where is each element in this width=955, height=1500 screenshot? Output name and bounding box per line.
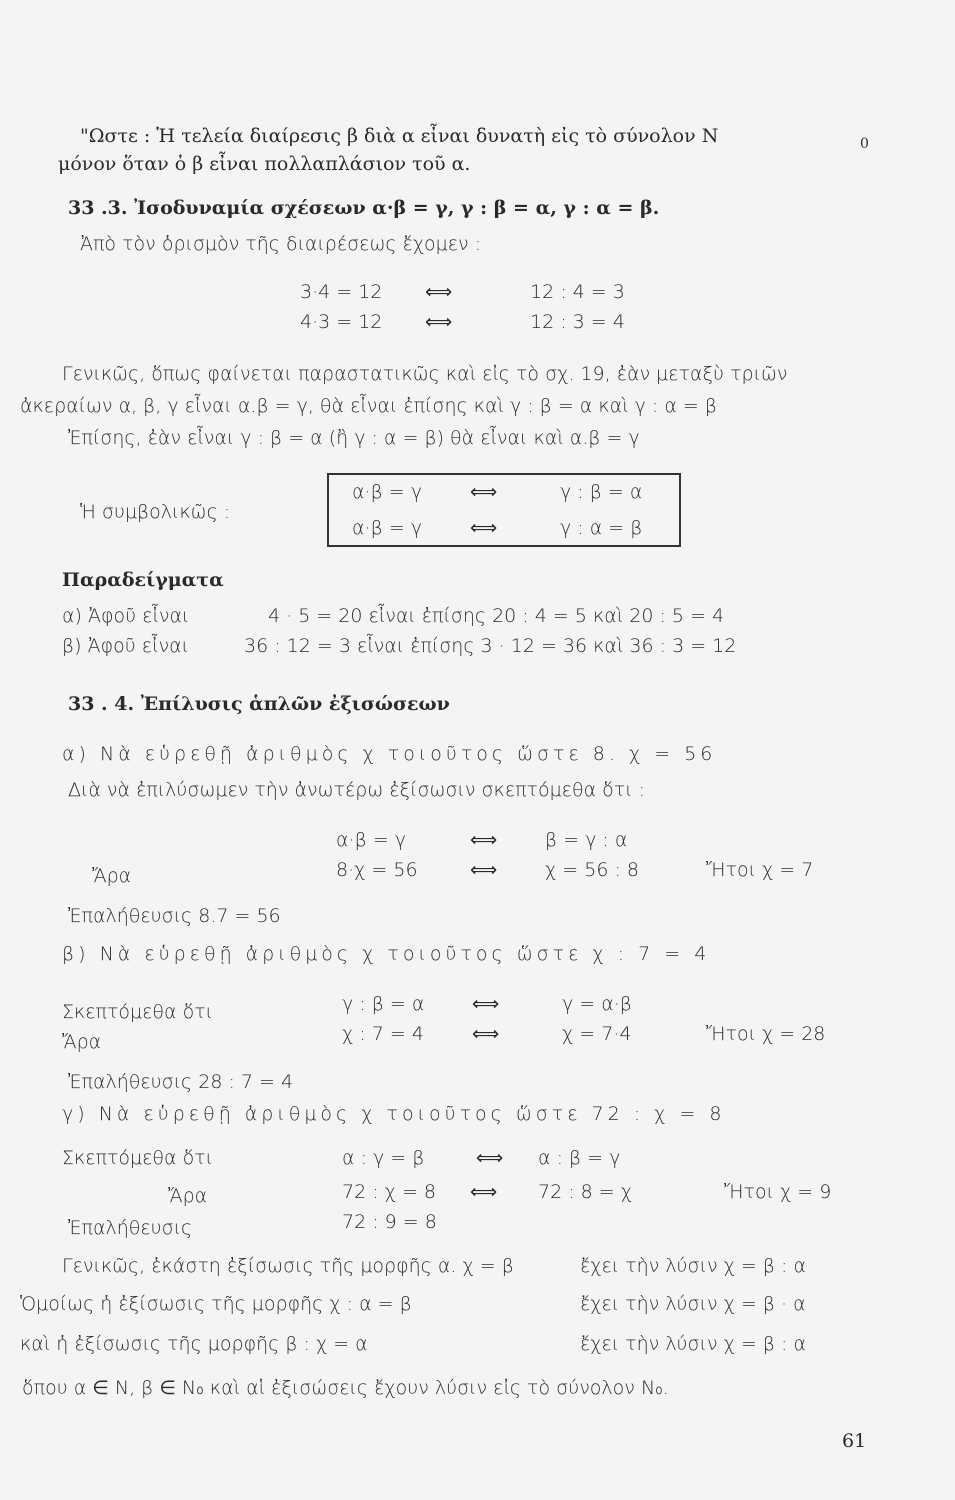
problem-b-title: β) Νὰ εὑρεθῇ ἀριθμὸς χ τοιοῦτος ὥστε χ : 7 = 4 bbox=[62, 943, 711, 965]
general-line-3: Ἐπίσης, ἐὰν εἶναι γ : β = α (ἢ γ : α = β) θὰ εἶναι καὶ α.β = γ bbox=[68, 427, 640, 449]
ara-label: Ἄρα bbox=[62, 1031, 102, 1053]
final-line: ὅπου α ∈ N, β ∈ N₀ καὶ αἱ ἐξισώσεις ἔχουν λύσιν εἰς τὸ σύνολον N₀. bbox=[22, 1377, 669, 1399]
problem-a-line: Διὰ νὰ ἐπιλύσωμεν τὴν ἀνωτέρω ἐξίσωσιν σκεπτόμεθα ὅτι : bbox=[68, 779, 645, 801]
example-text: 4 · 5 = 20 εἶναι ἐπίσης 20 : 4 = 5 καὶ 20 : 5 = 4 bbox=[268, 605, 725, 627]
eq-right: γ = α·β bbox=[562, 993, 632, 1015]
think-label: Σκεπτόμεθα ὅτι bbox=[62, 1001, 214, 1023]
eq-right: β = γ : α bbox=[545, 829, 628, 851]
eq-result: Ἤτοι χ = 7 bbox=[706, 859, 814, 881]
intro-line-2: μόνον ὅταν ὁ β εἶναι πολλαπλάσιον τοῦ α. bbox=[58, 153, 471, 175]
eq-result: Ἤτοι χ = 28 bbox=[706, 1023, 826, 1045]
general-line-1: Γενικῶς, ὅπως φαίνεται παραστατικῶς καὶ εἰς τὸ σχ. 19, ἐὰν μεταξὺ τριῶν bbox=[62, 363, 788, 385]
eq-right: 72 : 8 = χ bbox=[538, 1181, 632, 1203]
eq-left: 8·χ = 56 bbox=[336, 859, 418, 881]
intro-text-1: "Ωστε : Ἡ τελεία διαίρεσις β διὰ α εἶναι δυνατὴ εἰς τὸ σύνολον N bbox=[80, 125, 719, 147]
check-label: Ἐπαλήθευσις bbox=[68, 1217, 193, 1239]
eq-right: 12 : 4 = 3 bbox=[530, 281, 625, 303]
problem-b-check: Ἐπαλήθευσις 28 : 7 = 4 bbox=[68, 1071, 294, 1093]
example-text: 36 : 12 = 3 εἶναι ἐπίσης 3 · 12 = 36 καὶ 36 : 3 = 12 bbox=[244, 635, 737, 657]
ara-label: Ἄρα bbox=[168, 1185, 208, 1207]
double-arrow-icon: ⟺ bbox=[425, 311, 453, 333]
check-eq: 72 : 9 = 8 bbox=[342, 1211, 437, 1233]
problem-c-title: γ) Νὰ εὑρεθῇ ἀριθμὸς χ τοιοῦτος ὥστε 72 : χ = 8 bbox=[62, 1103, 726, 1125]
eq-left: χ : 7 = 4 bbox=[342, 1023, 424, 1045]
section-heading-33-4: 33 . 4. Ἐπίλυσις ἁπλῶν ἐξισώσεων bbox=[68, 693, 450, 715]
examples-title: Παραδείγματα bbox=[62, 569, 224, 591]
page-number: 61 bbox=[842, 1430, 867, 1452]
double-arrow-icon: ⟺ bbox=[470, 859, 498, 881]
problem-a-check: Ἐπαλήθευσις 8.7 = 56 bbox=[68, 905, 281, 927]
double-arrow-icon: ⟺ bbox=[472, 1023, 500, 1045]
box-left: α·β = γ bbox=[352, 517, 422, 539]
gen-left: καὶ ἡ ἐξίσωσις τῆς μορφῆς β : χ = α bbox=[20, 1333, 368, 1355]
think-label: Σκεπτόμεθα ὅτι bbox=[62, 1147, 214, 1169]
gen-right: ἔχει τὴν λύσιν χ = β : α bbox=[580, 1333, 806, 1355]
definition-line: Ἀπὸ τὸν ὁρισμὸν τῆς διαιρέσεως ἔχομεν : bbox=[80, 233, 482, 255]
eq-left: α : γ = β bbox=[342, 1147, 425, 1169]
gen-right: ἔχει τὴν λύσιν χ = β · α bbox=[580, 1293, 806, 1315]
box-left: α·β = γ bbox=[352, 481, 422, 503]
eq-left: α·β = γ bbox=[336, 829, 406, 851]
box-right: γ : α = β bbox=[560, 517, 643, 539]
eq-result: Ἤτοι χ = 9 bbox=[724, 1181, 832, 1203]
eq-left: 3·4 = 12 bbox=[300, 281, 383, 303]
ara-label: Ἄρα bbox=[92, 865, 132, 887]
general-line-2: ἀκεραίων α, β, γ εἶναι α.β = γ, θὰ εἶναι ἐπίσης καὶ γ : β = α καὶ γ : α = β bbox=[20, 395, 718, 417]
eq-right: α : β = γ bbox=[538, 1147, 621, 1169]
eq-right: χ = 56 : 8 bbox=[545, 859, 639, 881]
double-arrow-icon: ⟺ bbox=[470, 517, 498, 539]
double-arrow-icon: ⟺ bbox=[472, 993, 500, 1015]
problem-a-title: α) Νὰ εὑρεθῇ ἀριθμὸς χ τοιοῦτος ὥστε 8. χ = 56 bbox=[62, 743, 717, 765]
eq-right: 12 : 3 = 4 bbox=[530, 311, 625, 333]
eq-right: χ = 7·4 bbox=[562, 1023, 632, 1045]
gen-left: Ὁμοίως ἡ ἐξίσωσις τῆς μορφῆς χ : α = β bbox=[20, 1293, 412, 1315]
double-arrow-icon: ⟺ bbox=[470, 829, 498, 851]
example-label: β) Ἀφοῦ εἶναι bbox=[62, 635, 189, 657]
symbol-label: Ἡ συμβολικῶς : bbox=[80, 501, 231, 523]
eq-left: 4·3 = 12 bbox=[300, 311, 383, 333]
box-right: γ : β = α bbox=[560, 481, 643, 503]
double-arrow-icon: ⟺ bbox=[425, 281, 453, 303]
double-arrow-icon: ⟺ bbox=[470, 1181, 498, 1203]
subscript-zero: 0 bbox=[860, 136, 869, 152]
eq-left: γ : β = α bbox=[342, 993, 425, 1015]
example-label: α) Ἀφοῦ εἶναι bbox=[62, 605, 190, 627]
gen-left: Γενικῶς, ἑκάστη ἐξίσωσις τῆς μορφῆς α. χ = β bbox=[62, 1255, 514, 1277]
gen-right: ἔχει τὴν λύσιν χ = β : α bbox=[580, 1255, 806, 1277]
double-arrow-icon: ⟺ bbox=[476, 1147, 504, 1169]
section-heading-33-3: 33 .3. Ἰσοδυναμία σχέσεων α·β = γ, γ : β = α, γ : α = β. bbox=[68, 197, 660, 219]
double-arrow-icon: ⟺ bbox=[470, 481, 498, 503]
eq-left: 72 : χ = 8 bbox=[342, 1181, 436, 1203]
